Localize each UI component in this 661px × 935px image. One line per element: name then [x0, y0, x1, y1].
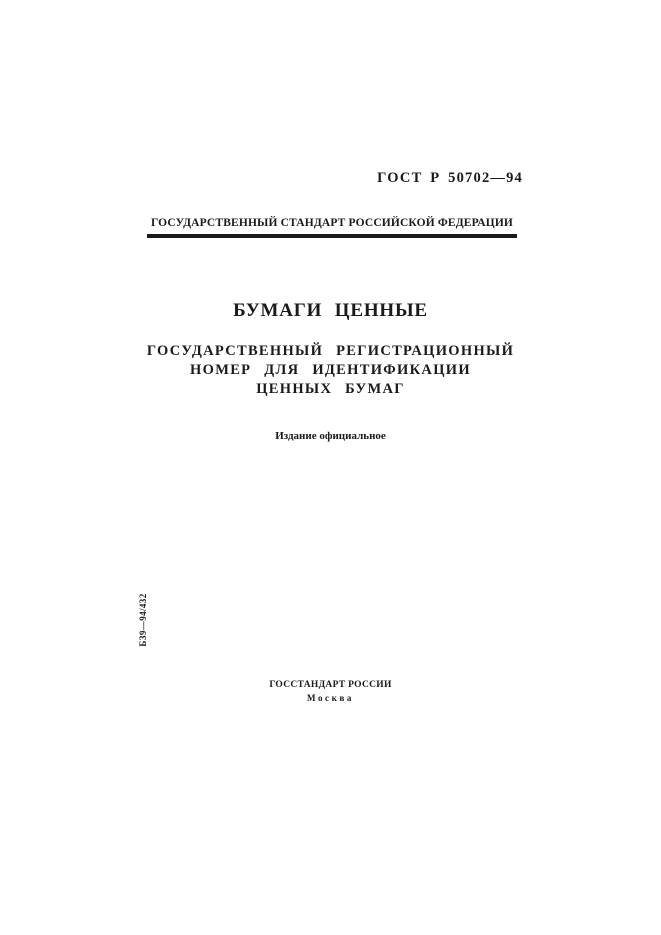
publisher-name: ГОССТАНДАРТ РОССИИ	[269, 680, 392, 690]
side-code: БЗ9—94/432	[138, 593, 148, 647]
standard-header: ГОСУДАРСТВЕННЫЙ СТАНДАРТ РОССИЙСКОЙ ФЕДЕРАЦИИ	[150, 217, 514, 229]
gost-number: ГОСТ Р 50702—94	[377, 170, 523, 186]
document-title: БУМАГИ ЦЕННЫЕ	[233, 300, 428, 321]
document-subtitle	[0, 342, 661, 399]
edition-label: Издание официальное	[275, 430, 386, 442]
subtitle-line: НОМЕР ДЛЯ ИДЕНТИФИКАЦИИ	[190, 362, 471, 378]
subtitle-line: ГОСУДАРСТВЕННЫЙ РЕГИСТРАЦИОННЫЙ	[146, 343, 515, 359]
publisher-city: Москва	[306, 693, 355, 703]
subtitle-line: ЦЕННЫХ БУМАГ	[256, 381, 405, 397]
header-rule	[147, 234, 517, 238]
